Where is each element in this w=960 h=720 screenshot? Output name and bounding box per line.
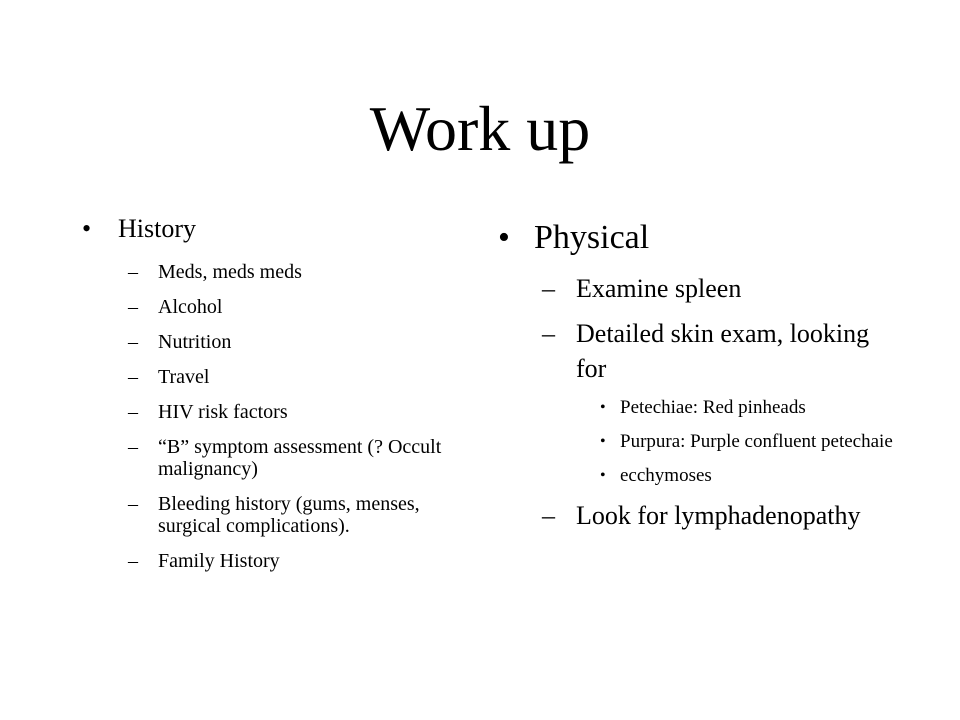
skin-findings-list bbox=[576, 396, 898, 488]
physical-item bbox=[498, 271, 898, 306]
history-list bbox=[82, 261, 462, 572]
dash-icon: – bbox=[542, 501, 555, 530]
history-item-text: Bleeding history (gums, menses, surgical complications). bbox=[158, 493, 420, 537]
history-item bbox=[82, 296, 462, 318]
history-item-text: “B” symptom assessment (? Occult malignancy) bbox=[158, 436, 442, 480]
skin-finding bbox=[576, 396, 898, 420]
physical-item-text: Look for lymphadenopathy bbox=[576, 501, 861, 530]
history-item bbox=[82, 401, 462, 423]
history-item bbox=[82, 550, 462, 572]
history-item bbox=[82, 366, 462, 388]
dash-icon: – bbox=[128, 436, 138, 458]
history-bullet bbox=[82, 210, 462, 248]
bullet-icon: • bbox=[82, 214, 92, 243]
dash-icon: – bbox=[128, 493, 138, 515]
skin-finding bbox=[576, 464, 898, 488]
history-item-text: Family History bbox=[158, 550, 280, 572]
history-item bbox=[82, 331, 462, 353]
physical-heading: Physical bbox=[534, 219, 650, 256]
skin-finding-text: Petechiae: Red pinheads bbox=[620, 397, 806, 418]
dash-icon: – bbox=[128, 401, 138, 423]
dash-icon: – bbox=[542, 319, 555, 348]
dash-icon: – bbox=[128, 261, 138, 283]
history-item bbox=[82, 436, 462, 480]
history-item-text: Alcohol bbox=[158, 296, 223, 318]
physical-list bbox=[498, 271, 898, 533]
physical-item bbox=[498, 316, 898, 488]
slide-title: Work up bbox=[369, 93, 591, 164]
skin-finding-text: ecchymoses bbox=[620, 465, 712, 486]
dash-icon: – bbox=[128, 550, 138, 572]
physical-item-text: Detailed skin exam, looking for bbox=[576, 319, 870, 383]
skin-finding-text: Purpura: Purple confluent petechaie bbox=[620, 431, 893, 452]
dash-icon: – bbox=[128, 296, 138, 318]
history-heading: History bbox=[118, 214, 196, 243]
dash-icon: – bbox=[542, 274, 555, 303]
history-column bbox=[82, 210, 462, 572]
history-item bbox=[82, 493, 462, 537]
history-item-text: Travel bbox=[158, 366, 210, 388]
bullet-icon: • bbox=[498, 219, 510, 256]
bullet-icon: • bbox=[600, 433, 606, 450]
bullet-icon: • bbox=[600, 399, 606, 416]
history-item-text: HIV risk factors bbox=[158, 401, 288, 423]
history-item-text: Nutrition bbox=[158, 331, 232, 353]
bullet-icon: • bbox=[600, 467, 606, 484]
physical-item bbox=[498, 498, 898, 533]
history-item bbox=[82, 261, 462, 283]
physical-item-text: Examine spleen bbox=[576, 274, 742, 303]
dash-icon: – bbox=[128, 331, 138, 353]
physical-column bbox=[498, 215, 898, 533]
history-item-text: Meds, meds meds bbox=[158, 261, 302, 283]
skin-finding bbox=[576, 430, 898, 454]
physical-bullet bbox=[498, 215, 898, 261]
dash-icon: – bbox=[128, 366, 138, 388]
